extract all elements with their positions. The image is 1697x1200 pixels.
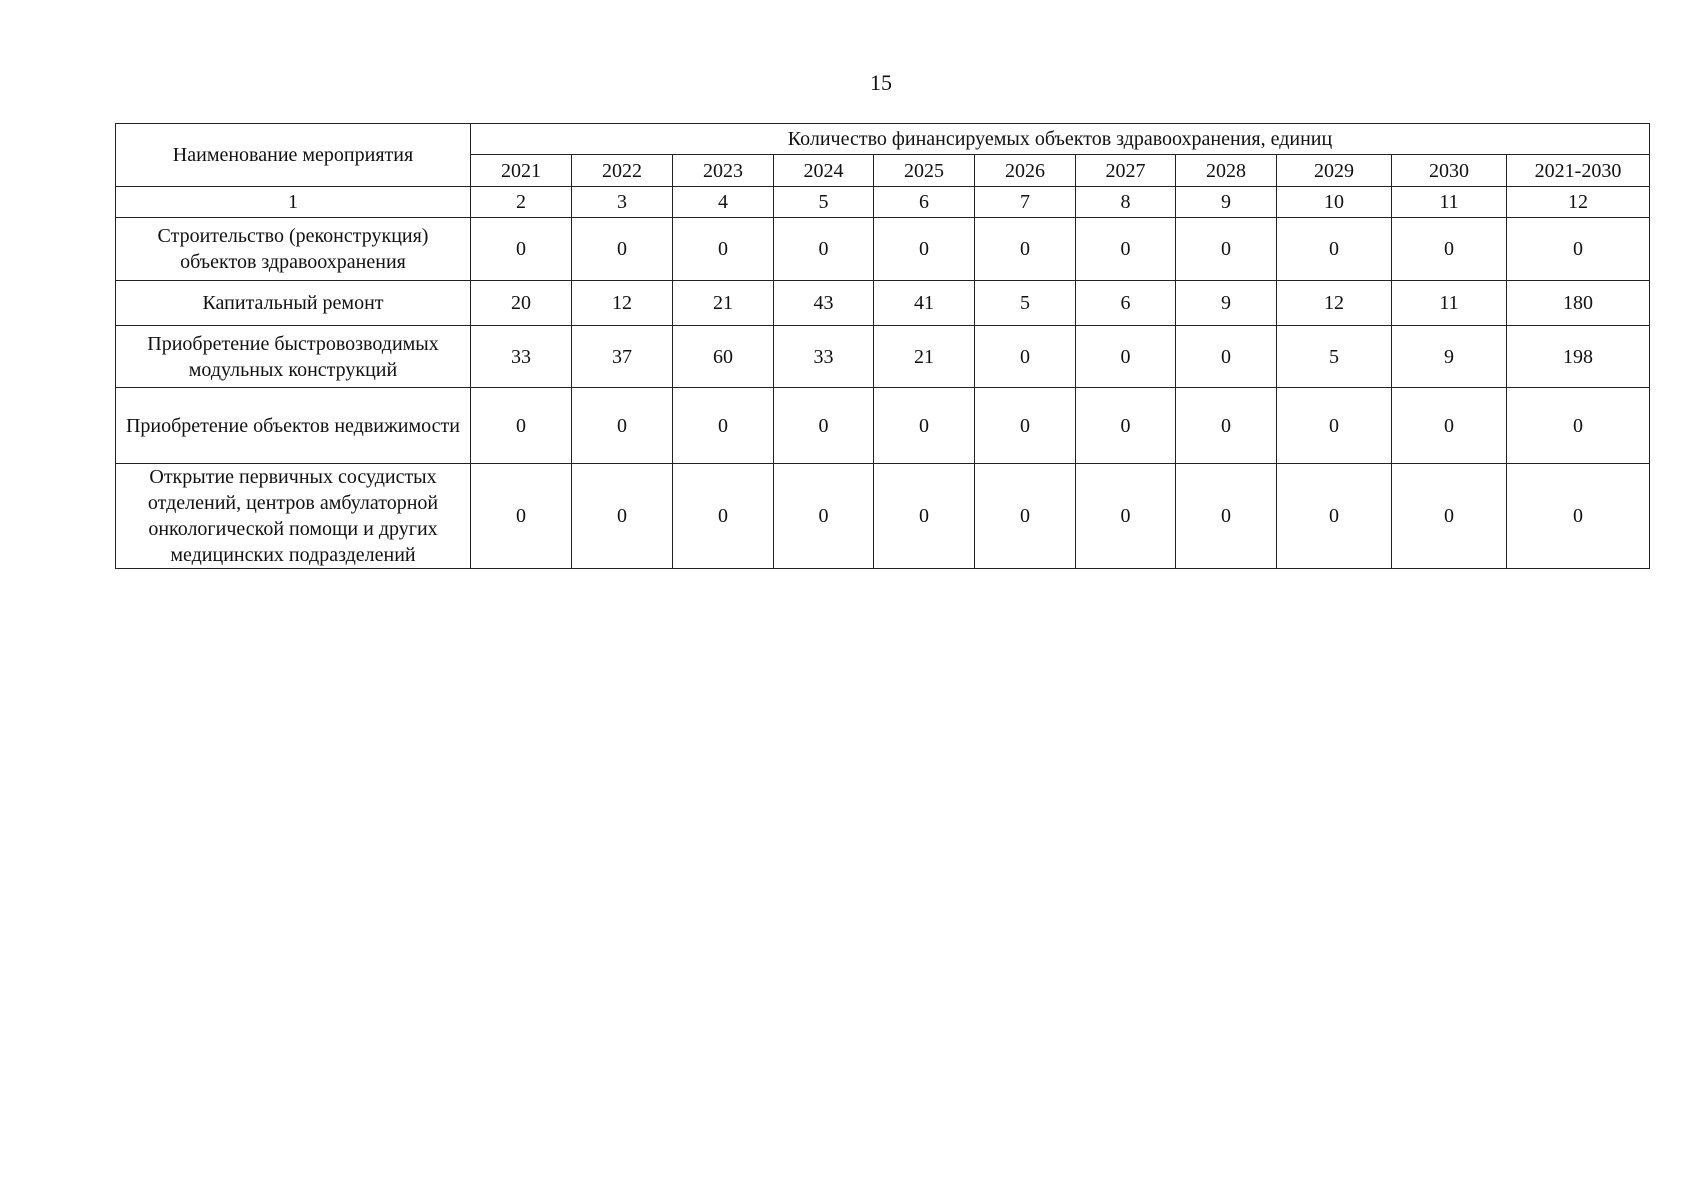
group-header: Количество финансируемых объектов здравоохранения, единиц xyxy=(471,124,1650,155)
value-cell: 0 xyxy=(975,326,1076,388)
column-number: 11 xyxy=(1392,187,1507,218)
column-number: 7 xyxy=(975,187,1076,218)
value-cell: 0 xyxy=(1076,218,1176,281)
total-cell: 0 xyxy=(1507,388,1650,464)
year-header: 2021 xyxy=(471,155,572,187)
value-cell: 0 xyxy=(471,464,572,569)
name-column-header: Наименование мероприятия xyxy=(116,124,471,187)
value-cell: 33 xyxy=(471,326,572,388)
value-cell: 0 xyxy=(673,464,774,569)
value-cell: 0 xyxy=(572,464,673,569)
value-cell: 41 xyxy=(874,281,975,326)
value-cell: 60 xyxy=(673,326,774,388)
column-numbers-row xyxy=(116,187,1650,218)
value-cell: 0 xyxy=(1392,218,1507,281)
activity-name: Капитальный ремонт xyxy=(116,281,471,326)
value-cell: 0 xyxy=(673,218,774,281)
total-header: 2021-2030 xyxy=(1507,155,1650,187)
value-cell: 0 xyxy=(774,218,874,281)
year-header: 2023 xyxy=(673,155,774,187)
table-row xyxy=(116,218,1650,281)
value-cell: 0 xyxy=(1176,218,1277,281)
value-cell: 37 xyxy=(572,326,673,388)
column-number: 3 xyxy=(572,187,673,218)
value-cell: 21 xyxy=(874,326,975,388)
funding-table xyxy=(115,123,1650,569)
column-number: 4 xyxy=(673,187,774,218)
value-cell: 0 xyxy=(1176,326,1277,388)
value-cell: 0 xyxy=(774,464,874,569)
column-number: 10 xyxy=(1277,187,1392,218)
column-number: 12 xyxy=(1507,187,1650,218)
year-header: 2029 xyxy=(1277,155,1392,187)
value-cell: 0 xyxy=(1392,464,1507,569)
value-cell: 33 xyxy=(774,326,874,388)
value-cell: 12 xyxy=(1277,281,1392,326)
column-number: 5 xyxy=(774,187,874,218)
value-cell: 0 xyxy=(673,388,774,464)
value-cell: 0 xyxy=(1076,464,1176,569)
column-number: 6 xyxy=(874,187,975,218)
year-header: 2024 xyxy=(774,155,874,187)
total-cell: 198 xyxy=(1507,326,1650,388)
year-header: 2022 xyxy=(572,155,673,187)
value-cell: 6 xyxy=(1076,281,1176,326)
value-cell: 0 xyxy=(1176,388,1277,464)
year-header: 2026 xyxy=(975,155,1076,187)
value-cell: 11 xyxy=(1392,281,1507,326)
value-cell: 0 xyxy=(975,218,1076,281)
value-cell: 0 xyxy=(1176,464,1277,569)
value-cell: 0 xyxy=(1392,388,1507,464)
table-row xyxy=(116,388,1650,464)
activity-name: Открытие первичных сосудистых отделений, центров амбулаторной онкологической помощи и других медицинских подразделений xyxy=(116,464,471,569)
value-cell: 0 xyxy=(572,218,673,281)
value-cell: 9 xyxy=(1176,281,1277,326)
value-cell: 43 xyxy=(774,281,874,326)
column-number: 9 xyxy=(1176,187,1277,218)
value-cell: 9 xyxy=(1392,326,1507,388)
value-cell: 0 xyxy=(471,218,572,281)
value-cell: 20 xyxy=(471,281,572,326)
value-cell: 0 xyxy=(1277,218,1392,281)
total-cell: 0 xyxy=(1507,464,1650,569)
value-cell: 5 xyxy=(1277,326,1392,388)
column-number: 8 xyxy=(1076,187,1176,218)
year-header: 2030 xyxy=(1392,155,1507,187)
table-row xyxy=(116,326,1650,388)
value-cell: 0 xyxy=(874,464,975,569)
value-cell: 21 xyxy=(673,281,774,326)
value-cell: 0 xyxy=(774,388,874,464)
value-cell: 0 xyxy=(874,388,975,464)
table-row xyxy=(116,281,1650,326)
column-number: 1 xyxy=(116,187,471,218)
table-row xyxy=(116,464,1650,569)
value-cell: 0 xyxy=(1076,326,1176,388)
activity-name: Приобретение объектов недвижимости xyxy=(116,388,471,464)
year-header: 2028 xyxy=(1176,155,1277,187)
activity-name: Строительство (реконструкция) объектов здравоохранения xyxy=(116,218,471,281)
value-cell: 0 xyxy=(874,218,975,281)
total-cell: 0 xyxy=(1507,218,1650,281)
value-cell: 12 xyxy=(572,281,673,326)
activity-name: Приобретение быстровозводимых модульных конструкций xyxy=(116,326,471,388)
year-header: 2025 xyxy=(874,155,975,187)
total-cell: 180 xyxy=(1507,281,1650,326)
value-cell: 0 xyxy=(975,388,1076,464)
column-number: 2 xyxy=(471,187,572,218)
value-cell: 0 xyxy=(1277,464,1392,569)
value-cell: 0 xyxy=(471,388,572,464)
value-cell: 5 xyxy=(975,281,1076,326)
value-cell: 0 xyxy=(975,464,1076,569)
year-header: 2027 xyxy=(1076,155,1176,187)
value-cell: 0 xyxy=(572,388,673,464)
header-row xyxy=(116,124,1650,155)
page-number: 15 xyxy=(870,70,892,95)
value-cell: 0 xyxy=(1076,388,1176,464)
value-cell: 0 xyxy=(1277,388,1392,464)
